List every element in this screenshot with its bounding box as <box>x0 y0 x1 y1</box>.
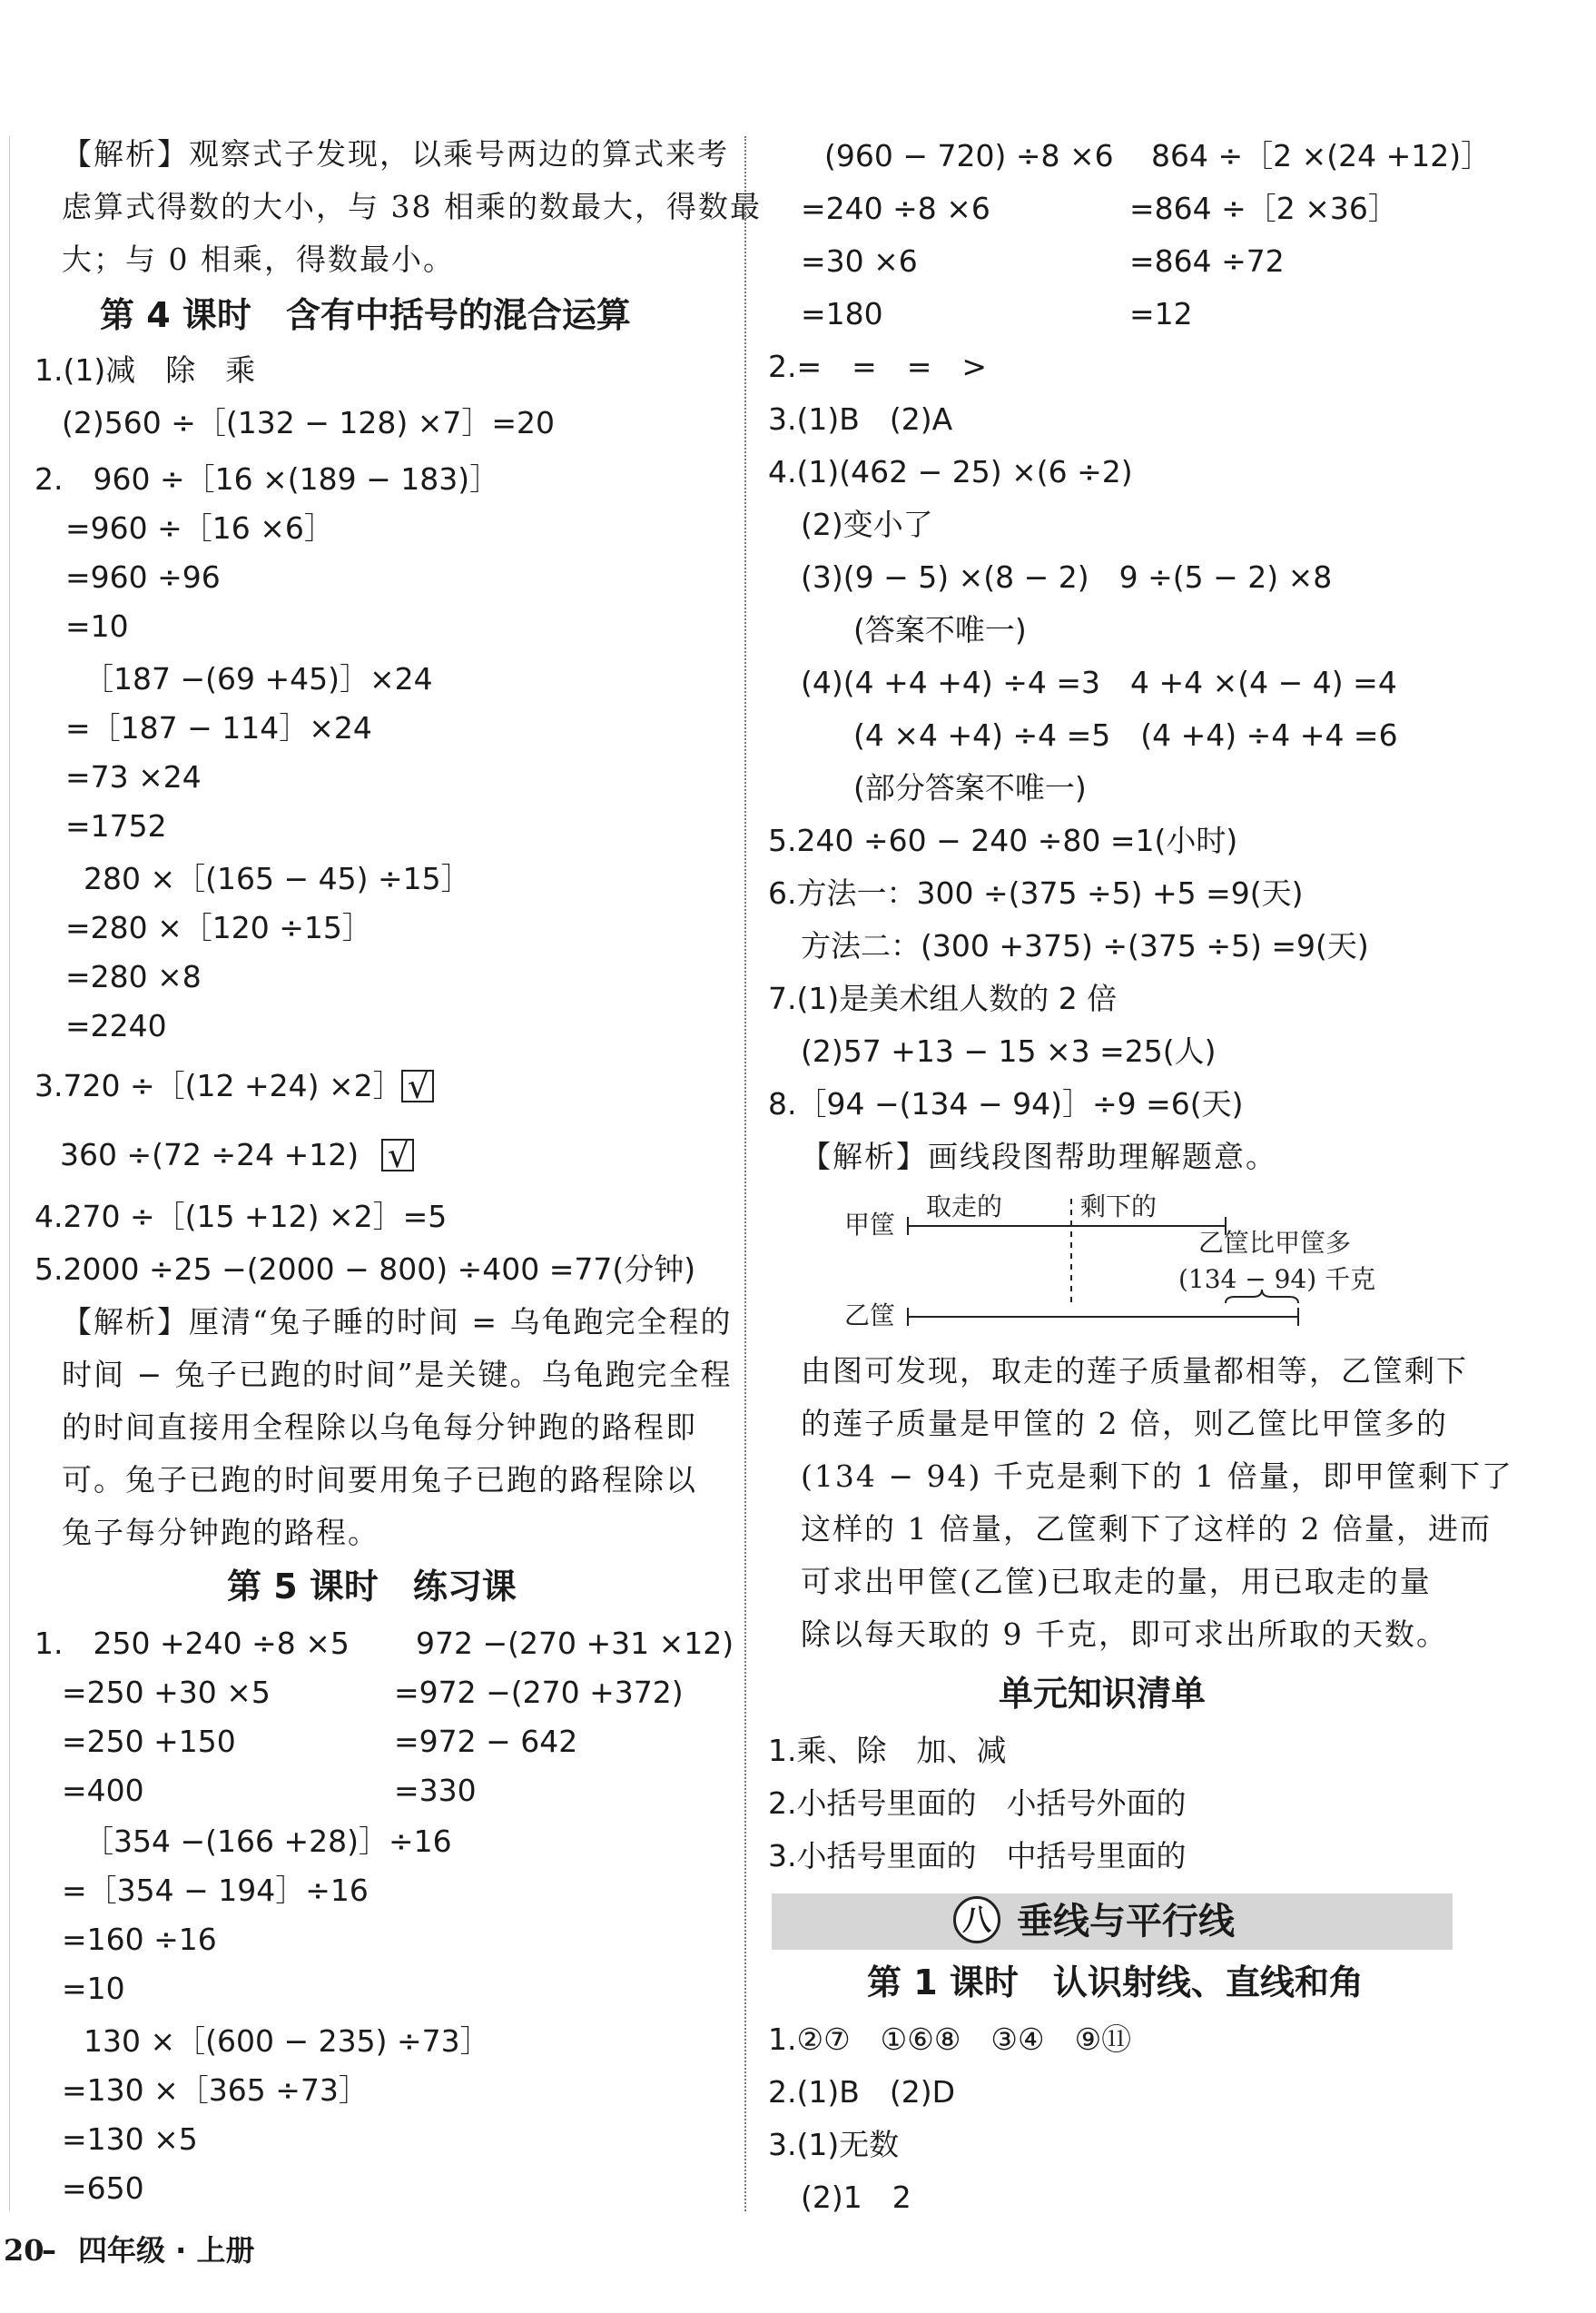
r-top-left: =180 <box>801 296 883 331</box>
r-top-right: 864 ÷［2 ×(24 +12)］ <box>1151 138 1492 173</box>
l5-q1-more: ［354 −(166 +28)］÷16 <box>84 1824 452 1859</box>
jia-label: 甲筐 <box>844 1210 896 1240</box>
check-mark-icon: √ <box>387 1135 410 1175</box>
r-top-right: =12 <box>1129 296 1193 331</box>
diff-note-1: 乙筐比甲筐多 <box>1198 1228 1352 1258</box>
l5-q1-more: =130 ×5 <box>62 2121 198 2157</box>
r-q4-line: (部分答案不唯一) <box>853 770 1087 806</box>
l4-q2-line: =1752 <box>65 808 167 844</box>
r-top-left: =30 ×6 <box>801 243 918 279</box>
l4-q2-line: =10 <box>65 608 129 644</box>
l4-q2-line: =960 ÷［16 ×6］ <box>65 510 334 546</box>
l4-q5: 5.2000 ÷25 −(2000 − 800) ÷400 =77(分钟) <box>34 1251 696 1287</box>
l1-line: 1.②⑦ ①⑥⑧ ③④ ⑨⑪ <box>768 2021 1132 2057</box>
unit-list-title: 单元知识清单 <box>999 1674 1207 1714</box>
l5-q1-left: =250 +150 <box>62 1724 236 1759</box>
segment-diagram <box>817 1181 1453 1344</box>
l4-q2-line: =［187 − 114］×24 <box>65 710 372 746</box>
r-q4-line: (答案不唯一) <box>853 612 1027 647</box>
r-top-left: (960 − 720) ÷8 ×6 <box>824 138 1114 173</box>
l5-q1-left: 1. 250 +240 ÷8 ×5 <box>34 1626 350 1661</box>
l5-q1-more: =650 <box>62 2170 144 2206</box>
l5-q1-more: 130 ×［(600 − 235) ÷73］ <box>84 2023 490 2059</box>
unit-list-item: 3.小括号里面的 中括号里面的 <box>768 1838 1187 1873</box>
l1-line: 2.(1)B (2)D <box>768 2074 956 2110</box>
analysis-2-line: 的时间直接用全程除以乌龟每分钟跑的路程即 <box>62 1409 697 1445</box>
lesson-5-title: 第 5 课时 练习课 <box>227 1567 517 1606</box>
analysis-2-line: 【解析】厘清“兔子睡的时间 = 乌龟跑完全程的 <box>62 1304 733 1339</box>
analysis-2-line: 时间 − 兔子已跑的时间”是关键。乌龟跑完全程 <box>62 1357 733 1392</box>
l4-q2-line: ［187 −(69 +45)］×24 <box>84 661 433 697</box>
taken-label: 取走的 <box>926 1191 1003 1221</box>
page-number: 20 <box>4 2233 44 2268</box>
l4-q2-line: =2240 <box>65 1008 167 1043</box>
l4-q3-line-2: 360 ÷(72 ÷24 +12) <box>60 1137 360 1172</box>
l5-q1-right: 972 −(270 +31 ×12) <box>416 1626 734 1661</box>
r-q4-line: (3)(9 − 5) ×(8 − 2) 9 ÷(5 − 2) ×8 <box>801 559 1333 595</box>
unit-list-item: 2.小括号里面的 小括号外面的 <box>768 1785 1187 1821</box>
r-q5: 5.240 ÷60 − 240 ÷80 =1(小时) <box>768 823 1238 858</box>
l5-q1-more: =130 ×［365 ÷73］ <box>62 2072 369 2108</box>
unit-title: 垂线与平行线 <box>1017 1901 1235 1942</box>
r-q2: 2.= = = > <box>768 349 988 384</box>
explain-line: 可求出甲筐(乙筐)已取走的量，用已取走的量 <box>801 1564 1432 1599</box>
explain-line: 除以每天取的 9 千克，即可求出所取的天数。 <box>801 1616 1448 1652</box>
analysis-1-line-2: 虑算式得数的大小，与 38 相乘的数最大，得数最 <box>62 189 762 224</box>
r-q4-line: (2)变小了 <box>801 507 933 542</box>
r-q4-line: (4 ×4 +4) ÷4 =5 (4 +4) ÷4 +4 =6 <box>853 717 1398 753</box>
analysis-3: 【解析】画线段图帮助理解题意。 <box>801 1139 1277 1174</box>
check-box-2 <box>381 1135 414 1175</box>
r-q4-line: 4.(1)(462 − 25) ×(6 ÷2) <box>768 454 1133 489</box>
analysis-2-line: 兔子每分钟跑的路程。 <box>62 1515 379 1550</box>
r-q7-line-2: (2)57 +13 − 15 ×3 =25(人) <box>801 1033 1217 1069</box>
r-q6-line-2: 方法二：(300 +375) ÷(375 ÷5) =9(天) <box>801 928 1369 964</box>
r-top-right: =864 ÷72 <box>1129 243 1285 279</box>
l5-q1-right: =330 <box>394 1773 477 1808</box>
l5-q1-more: =10 <box>62 1971 125 2006</box>
check-mark-icon: √ <box>407 1066 430 1106</box>
l4-q3-line-1: 3.720 ÷［(12 +24) ×2］ <box>34 1068 403 1103</box>
r-top-right: =864 ÷［2 ×36］ <box>1129 191 1398 226</box>
analysis-1-line-3: 大；与 0 相乘，得数最小。 <box>62 242 455 277</box>
explain-line: 由图可发现，取走的莲子质量都相等，乙筐剩下 <box>801 1353 1468 1389</box>
l4-q4: 4.270 ÷［(15 +12) ×2］=5 <box>34 1199 448 1234</box>
explain-line: 的莲子质量是甲筐的 2 倍，则乙筐比甲筐多的 <box>801 1406 1448 1441</box>
r-q4-line: (4)(4 +4 +4) ÷4 =3 4 +4 ×(4 − 4) =4 <box>801 665 1397 700</box>
left-margin-rule <box>9 136 10 2211</box>
l4-q2-line: 2. 960 ÷［16 ×(189 − 183)］ <box>34 461 500 497</box>
column-divider <box>744 136 746 2211</box>
check-box-1 <box>401 1066 434 1106</box>
l5-q1-left: =400 <box>62 1773 144 1808</box>
footer-grade: 四年级 · 上册 <box>78 2233 255 2268</box>
footer-dash: – <box>42 2233 56 2268</box>
l5-q1-more: =［354 − 194］÷16 <box>62 1873 369 1908</box>
l5-q1-left: =250 +30 ×5 <box>62 1675 271 1710</box>
unit-list-item: 1.乘、除 加、减 <box>768 1733 1007 1768</box>
unit-number-badge: 八 <box>953 1896 1000 1943</box>
l4-q2-line: 280 ×［(165 − 45) ÷15］ <box>84 861 471 896</box>
r-top-left: =240 ÷8 ×6 <box>801 191 990 226</box>
l4-q2-line: =280 ×8 <box>65 959 202 994</box>
r-q6-line-1: 6.方法一：300 ÷(375 ÷5) +5 =9(天) <box>768 875 1304 911</box>
lesson-4-title: 第 4 课时 含有中括号的混合运算 <box>100 295 631 335</box>
diff-note-2: (134 − 94) 千克 <box>1178 1264 1376 1294</box>
l4-q2-line: =960 ÷96 <box>65 559 221 595</box>
left-label: 剩下的 <box>1080 1191 1158 1221</box>
analysis-2-line: 可。兔子已跑的时间要用兔子已跑的路程除以 <box>62 1462 697 1498</box>
lesson-1-title: 第 1 课时 认识射线、直线和角 <box>867 1962 1364 2002</box>
l4-q2-line: =280 ×［120 ÷15］ <box>65 910 372 945</box>
l5-q1-right: =972 − 642 <box>394 1724 578 1759</box>
yi-label: 乙筐 <box>844 1300 896 1330</box>
analysis-1-line-1: 【解析】观察式子发现，以乘号两边的算式来考 <box>62 136 729 172</box>
r-q7-line-1: 7.(1)是美术组人数的 2 倍 <box>768 981 1118 1016</box>
l4-q1-line-2: (2)560 ÷［(132 − 128) ×7］=20 <box>62 405 556 440</box>
l5-q1-more: =160 ÷16 <box>62 1922 217 1957</box>
l4-q1-line-1: 1.(1)减 除 乘 <box>34 352 256 388</box>
l1-line: 3.(1)无数 <box>768 2127 900 2162</box>
l5-q1-right: =972 −(270 +372) <box>394 1675 684 1710</box>
r-q3: 3.(1)B (2)A <box>768 401 953 437</box>
l1-line: (2)1 2 <box>801 2180 911 2215</box>
explain-line: (134 − 94) 千克是剩下的 1 倍量，即甲筐剩下了 <box>801 1458 1513 1494</box>
l4-q2-line: =73 ×24 <box>65 759 202 795</box>
r-q8: 8.［94 −(134 − 94)］÷9 =6(天) <box>768 1086 1244 1122</box>
explain-line: 这样的 1 倍量，乙筐剩下了这样的 2 倍量，进而 <box>801 1511 1492 1547</box>
